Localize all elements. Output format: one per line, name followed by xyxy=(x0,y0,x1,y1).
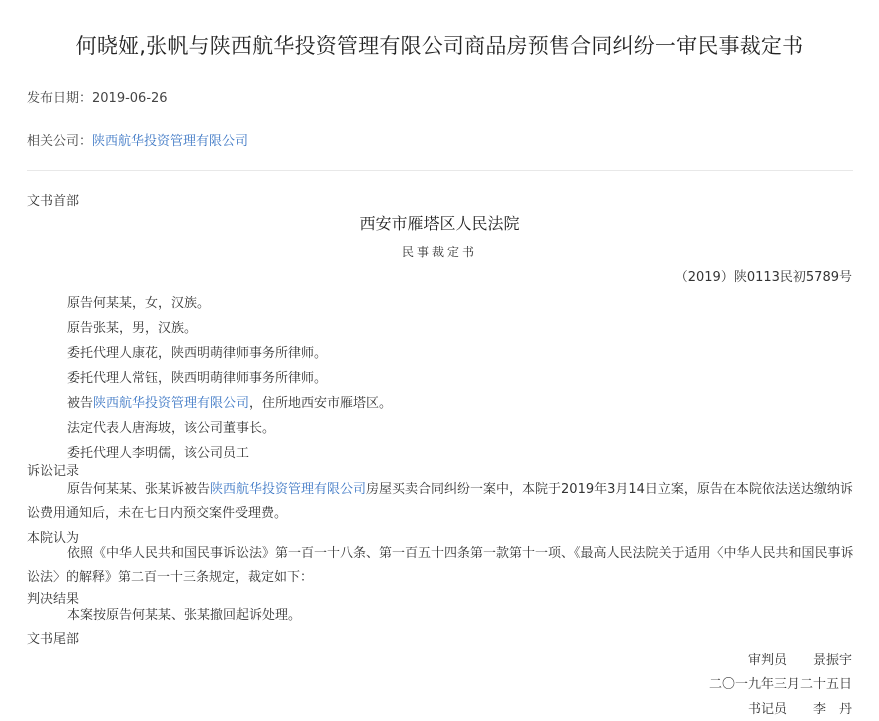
related-company-label: 相关公司： xyxy=(27,134,93,149)
defendant-suffix: ，住所地西安市雁塔区。 xyxy=(249,396,393,411)
publish-date-label: 发布日期： xyxy=(27,91,93,106)
reasoning-paragraph: 依照《中华人民共和国民事诉讼法》第一百一十八条、第一百五十四条第一款第十一项、《最高人民法院关于适用〈中华人民共和国民事诉讼法〉的解释》第二百一十三条规定，裁定如下： xyxy=(27,546,854,585)
case-number: （2019）陕0113民初5789号 xyxy=(674,270,852,285)
signature-date: 二〇一九年三月二十五日 xyxy=(708,677,852,692)
related-company-row xyxy=(27,130,248,149)
party-agent-1: 委托代理人康花，陕西明萌律师事务所律师。 xyxy=(67,346,328,361)
publish-date-value: 2019-06-26 xyxy=(92,91,168,106)
document-type: 民事裁定书 xyxy=(401,245,477,259)
court-name: 西安市雁塔区人民法院 xyxy=(359,214,520,233)
party-plaintiff-1: 原告何某某，女，汉族。 xyxy=(67,296,211,311)
party-agent-2: 委托代理人常钰，陕西明萌律师事务所律师。 xyxy=(67,371,328,386)
section-litigation-label: 诉讼记录 xyxy=(27,464,80,479)
defendant-prefix: 被告 xyxy=(67,396,94,411)
party-legal-rep: 法定代表人唐海坡，该公司董事长。 xyxy=(67,421,276,436)
litigation-company-link[interactable]: 陕西航华投资管理有限公司 xyxy=(210,482,367,497)
section-header-label: 文书首部 xyxy=(27,194,80,209)
page-title: 何晓娅,张帆与陕西航华投资管理有限公司商品房预售合同纠纷一审民事裁定书 xyxy=(75,34,804,58)
related-company-link[interactable]: 陕西航华投资管理有限公司 xyxy=(92,134,249,149)
publish-date-row xyxy=(27,87,168,106)
party-agent-3: 委托代理人李明儒，该公司员工 xyxy=(67,446,250,461)
litigation-prefix: 原告何某某、张某诉被告 xyxy=(67,482,211,497)
section-footer-label: 文书尾部 xyxy=(27,632,80,647)
litigation-paragraph xyxy=(27,478,855,526)
section-reasoning-label: 本院认为 xyxy=(27,531,80,546)
litigation-suffix: 房屋买卖合同纠纷一案中，本院于2019年3月14日立案，原告在本院依法送达缴纳诉讼费用通知后，未在七日内预交案件受理费。 xyxy=(27,482,853,521)
section-judgment-label: 判决结果 xyxy=(27,592,80,607)
signature-clerk: 书记员 李 丹 xyxy=(747,702,852,717)
defendant-company-link[interactable]: 陕西航华投资管理有限公司 xyxy=(93,396,250,411)
divider xyxy=(27,170,853,171)
party-defendant xyxy=(67,392,392,411)
judgment-paragraph: 本案按原告何某某、张某撤回起诉处理。 xyxy=(67,608,302,623)
signature-judge: 审判员 景振宇 xyxy=(747,653,852,668)
party-plaintiff-2: 原告张某，男，汉族。 xyxy=(67,321,198,336)
